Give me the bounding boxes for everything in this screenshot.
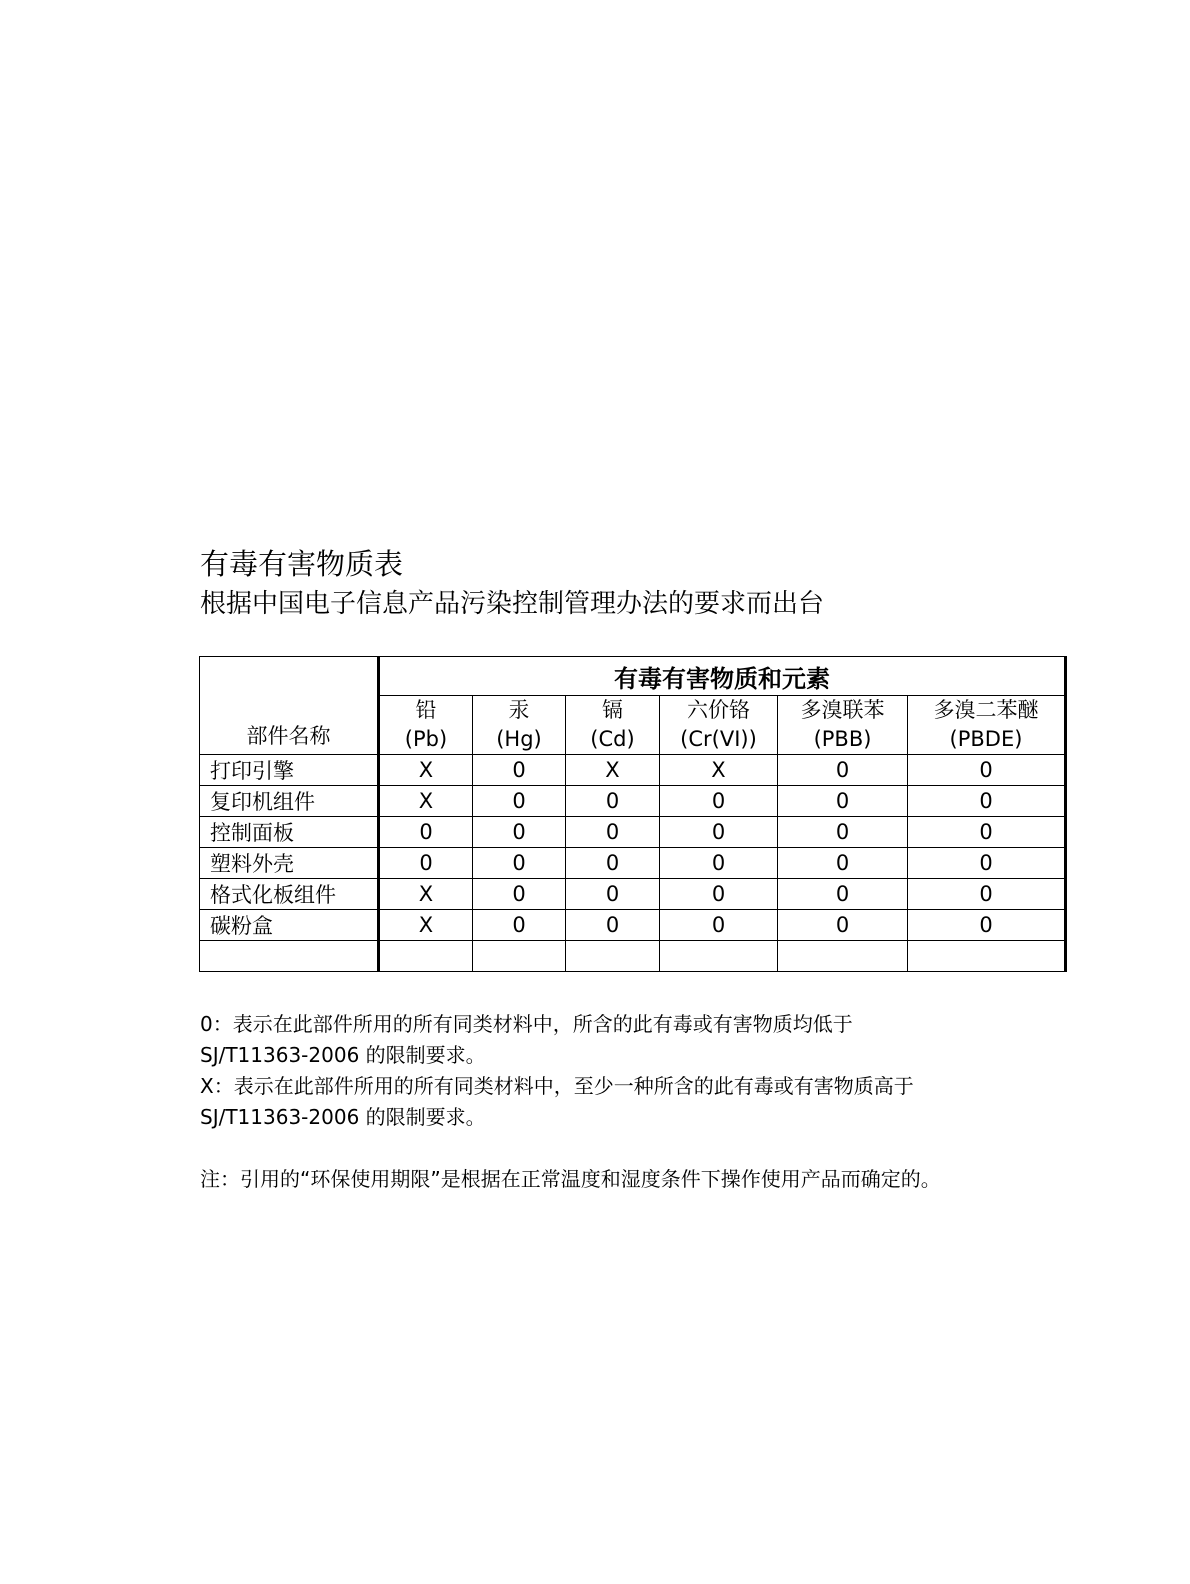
- element-header-pbde: 多溴二苯醚 (PBDE): [908, 696, 1066, 755]
- value-cell: 0: [908, 879, 1066, 910]
- value-cell: 0: [660, 879, 778, 910]
- value-cell: 0: [566, 910, 660, 941]
- value-cell: 0: [778, 848, 908, 879]
- table-row: [200, 786, 1066, 817]
- value-cell: [908, 941, 1066, 972]
- table-row-empty: [200, 941, 1066, 972]
- value-cell: 0: [473, 879, 566, 910]
- note-zero-line-2: SJ/T11363-2006 的限制要求。: [200, 1043, 486, 1067]
- value-cell: 0: [566, 848, 660, 879]
- value-cell: 0: [660, 848, 778, 879]
- value-cell: 0: [566, 817, 660, 848]
- value-cell: 0: [473, 848, 566, 879]
- hazardous-substances-table: [199, 656, 1067, 972]
- table-row: [200, 879, 1066, 910]
- part-name-cell: 格式化板组件: [200, 879, 379, 910]
- part-name-cell: 打印引擎: [200, 755, 379, 786]
- value-cell: 0: [473, 817, 566, 848]
- value-cell: X: [379, 879, 473, 910]
- value-cell: [379, 941, 473, 972]
- value-cell: 0: [660, 786, 778, 817]
- value-cell: 0: [473, 755, 566, 786]
- value-cell: 0: [908, 910, 1066, 941]
- table-row: [200, 755, 1066, 786]
- value-cell: [778, 941, 908, 972]
- table-row: [200, 910, 1066, 941]
- part-name-cell: 塑料外壳: [200, 848, 379, 879]
- page-subtitle: 根据中国电子信息产品污染控制管理办法的要求而出台: [200, 589, 825, 619]
- value-cell: [566, 941, 660, 972]
- value-cell: 0: [473, 786, 566, 817]
- value-cell: 0: [908, 755, 1066, 786]
- value-cell: [473, 941, 566, 972]
- note-environmental-use-period: 注：引用的“环保使用期限”是根据在正常温度和湿度条件下操作使用产品而确定的。: [200, 1167, 941, 1191]
- part-name-cell: [200, 941, 379, 972]
- value-cell: [660, 941, 778, 972]
- value-cell: 0: [473, 910, 566, 941]
- element-header-chromium-vi: 六价铬 (Cr(VI)): [660, 696, 778, 755]
- part-name-cell: 复印机组件: [200, 786, 379, 817]
- substances-group-header: 有毒有害物质和元素: [379, 657, 1066, 696]
- value-cell: 0: [908, 848, 1066, 879]
- value-cell: 0: [379, 848, 473, 879]
- value-cell: X: [379, 786, 473, 817]
- note-zero-line-1: 0：表示在此部件所用的所有同类材料中，所含的此有毒或有害物质均低于: [200, 1012, 853, 1036]
- value-cell: X: [379, 755, 473, 786]
- element-header-cadmium: 镉 (Cd): [566, 696, 660, 755]
- value-cell: 0: [778, 879, 908, 910]
- element-header-pbb: 多溴联苯 (PBB): [778, 696, 908, 755]
- element-header-lead: 铅 (Pb): [379, 696, 473, 755]
- part-name-cell: 控制面板: [200, 817, 379, 848]
- value-cell: 0: [778, 755, 908, 786]
- value-cell: X: [660, 755, 778, 786]
- note-x-line-1: X：表示在此部件所用的所有同类材料中，至少一种所含的此有毒或有害物质高于: [200, 1074, 914, 1098]
- table-row: [200, 848, 1066, 879]
- value-cell: X: [379, 910, 473, 941]
- note-x-line-2: SJ/T11363-2006 的限制要求。: [200, 1105, 486, 1129]
- page-title: 有毒有害物质表: [200, 547, 404, 581]
- table-row: [200, 817, 1066, 848]
- value-cell: 0: [660, 817, 778, 848]
- part-name-cell: 碳粉盒: [200, 910, 379, 941]
- value-cell: 0: [379, 817, 473, 848]
- part-name-header: 部件名称: [200, 657, 379, 755]
- value-cell: 0: [908, 786, 1066, 817]
- note-x-meaning: [200, 1071, 914, 1133]
- value-cell: 0: [778, 786, 908, 817]
- value-cell: 0: [908, 817, 1066, 848]
- value-cell: 0: [778, 817, 908, 848]
- value-cell: 0: [778, 910, 908, 941]
- element-header-mercury: 汞 (Hg): [473, 696, 566, 755]
- note-zero-meaning: [200, 1009, 853, 1071]
- value-cell: 0: [660, 910, 778, 941]
- value-cell: X: [566, 755, 660, 786]
- value-cell: 0: [566, 879, 660, 910]
- value-cell: 0: [566, 786, 660, 817]
